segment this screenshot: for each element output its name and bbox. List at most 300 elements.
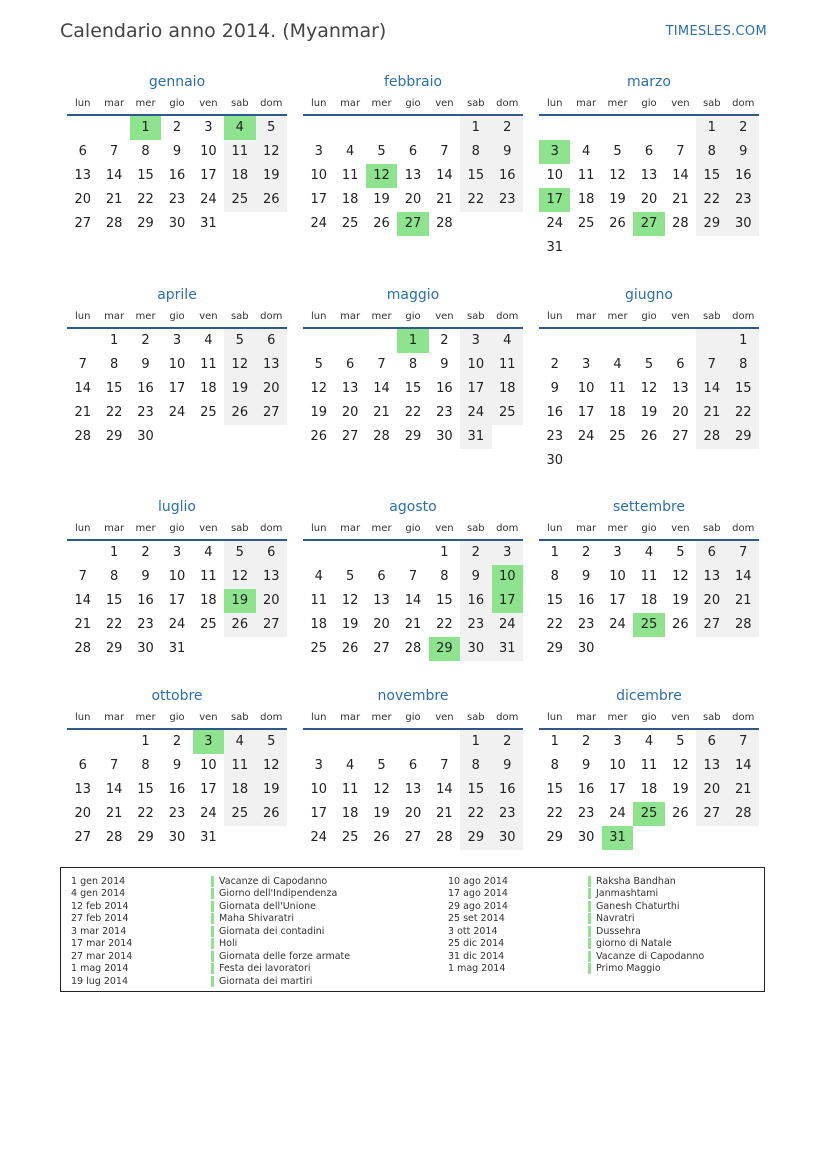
day-cell[interactable]: 27 [696, 613, 727, 637]
day-cell[interactable]: 13 [696, 565, 727, 589]
day-cell[interactable]: 19 [256, 164, 287, 188]
day-cell[interactable]: 26 [672, 806, 689, 821]
day-cell[interactable]: 11 [310, 593, 327, 608]
day-cell[interactable]: 31 [200, 216, 217, 231]
day-cell[interactable]: 13 [341, 381, 359, 396]
day-cell[interactable]: 30 [577, 830, 595, 845]
day-cell[interactable]: 30 [577, 641, 595, 656]
day-cell[interactable]: 7 [440, 758, 449, 773]
day-cell[interactable]: 22 [460, 802, 491, 826]
day-cell[interactable]: 13 [74, 782, 91, 797]
day-cell[interactable]: 10 [460, 353, 491, 377]
day-cell[interactable]: 9 [460, 565, 491, 589]
day-cell[interactable]: 5 [377, 144, 386, 159]
day-cell[interactable]: 7 [109, 758, 119, 773]
day-cell[interactable]: 6 [345, 357, 355, 372]
day-cell[interactable]: 9 [141, 357, 150, 372]
day-cell[interactable]: 28 [74, 429, 91, 444]
day-cell[interactable]: 15 [460, 778, 491, 802]
day-cell[interactable]: 8 [728, 353, 759, 377]
day-cell[interactable]: 12 [224, 565, 255, 589]
day-cell[interactable]: 14 [105, 168, 123, 183]
day-cell[interactable]: 14 [373, 381, 390, 396]
holiday-day-cell[interactable]: 19 [224, 589, 255, 613]
day-cell[interactable]: 29 [460, 826, 491, 850]
day-cell[interactable]: 2 [172, 734, 182, 749]
day-cell[interactable]: 1 [109, 545, 119, 560]
day-cell[interactable]: 6 [644, 144, 654, 159]
day-cell[interactable]: 18 [200, 593, 217, 608]
day-cell[interactable]: 17 [310, 806, 327, 821]
day-cell[interactable]: 5 [676, 734, 685, 749]
day-cell[interactable]: 21 [728, 589, 759, 613]
day-cell[interactable]: 21 [105, 806, 123, 821]
day-cell[interactable]: 24 [310, 216, 327, 231]
day-cell[interactable]: 23 [137, 405, 154, 420]
day-cell[interactable]: 2 [460, 541, 491, 565]
day-cell[interactable]: 10 [310, 782, 327, 797]
day-cell[interactable]: 9 [172, 144, 182, 159]
day-cell[interactable]: 19 [310, 405, 327, 420]
day-cell[interactable]: 3 [204, 120, 213, 135]
day-cell[interactable]: 12 [672, 758, 689, 773]
day-cell[interactable]: 30 [546, 453, 563, 468]
day-cell[interactable]: 20 [404, 192, 422, 207]
day-cell[interactable]: 24 [168, 617, 186, 632]
day-cell[interactable]: 5 [644, 357, 654, 372]
holiday-day-cell[interactable]: 25 [633, 613, 664, 637]
day-cell[interactable]: 3 [613, 734, 622, 749]
day-cell[interactable]: 14 [105, 782, 123, 797]
day-cell[interactable]: 6 [696, 541, 727, 565]
day-cell[interactable]: 15 [404, 381, 422, 396]
day-cell[interactable]: 9 [581, 758, 591, 773]
day-cell[interactable]: 5 [377, 758, 386, 773]
day-cell[interactable]: 13 [256, 565, 287, 589]
day-cell[interactable]: 26 [310, 429, 327, 444]
day-cell[interactable]: 25 [224, 802, 255, 826]
day-cell[interactable]: 28 [728, 613, 759, 637]
day-cell[interactable]: 5 [314, 357, 323, 372]
day-cell[interactable]: 23 [492, 188, 523, 212]
day-cell[interactable]: 31 [460, 425, 491, 449]
day-cell[interactable]: 22 [436, 617, 453, 632]
day-cell[interactable]: 26 [341, 641, 359, 656]
day-cell[interactable]: 15 [546, 782, 563, 797]
holiday-day-cell[interactable]: 27 [397, 212, 428, 236]
day-cell[interactable]: 11 [640, 758, 658, 773]
day-cell[interactable]: 21 [436, 806, 453, 821]
day-cell[interactable]: 14 [74, 593, 91, 608]
day-cell[interactable]: 4 [204, 333, 213, 348]
day-cell[interactable]: 20 [256, 589, 287, 613]
holiday-day-cell[interactable]: 31 [602, 826, 633, 850]
day-cell[interactable]: 7 [109, 144, 119, 159]
day-cell[interactable]: 13 [373, 593, 390, 608]
day-cell[interactable]: 13 [404, 782, 422, 797]
day-cell[interactable]: 16 [492, 164, 523, 188]
day-cell[interactable]: 13 [74, 168, 91, 183]
day-cell[interactable]: 28 [373, 429, 390, 444]
day-cell[interactable]: 28 [728, 802, 759, 826]
day-cell[interactable]: 15 [105, 381, 123, 396]
day-cell[interactable]: 30 [460, 637, 491, 661]
day-cell[interactable]: 8 [696, 140, 727, 164]
day-cell[interactable]: 10 [200, 758, 217, 773]
day-cell[interactable]: 2 [172, 120, 182, 135]
day-cell[interactable]: 5 [256, 730, 287, 754]
day-cell[interactable]: 24 [460, 401, 491, 425]
holiday-day-cell[interactable]: 25 [633, 802, 664, 826]
day-cell[interactable]: 24 [609, 617, 626, 632]
day-cell[interactable]: 18 [640, 782, 658, 797]
day-cell[interactable]: 24 [200, 806, 217, 821]
day-cell[interactable]: 5 [345, 569, 355, 584]
day-cell[interactable]: 1 [109, 333, 119, 348]
day-cell[interactable]: 1 [460, 730, 491, 754]
day-cell[interactable]: 27 [404, 830, 422, 845]
day-cell[interactable]: 5 [676, 545, 685, 560]
day-cell[interactable]: 11 [609, 381, 626, 396]
day-cell[interactable]: 6 [78, 758, 87, 773]
holiday-day-cell[interactable]: 3 [193, 730, 224, 754]
day-cell[interactable]: 18 [310, 617, 327, 632]
day-cell[interactable]: 3 [314, 758, 323, 773]
day-cell[interactable]: 10 [200, 144, 217, 159]
day-cell[interactable]: 7 [676, 144, 685, 159]
day-cell[interactable]: 21 [404, 617, 422, 632]
day-cell[interactable]: 20 [373, 617, 390, 632]
day-cell[interactable]: 27 [74, 216, 91, 231]
day-cell[interactable]: 31 [200, 830, 217, 845]
day-cell[interactable]: 20 [672, 405, 689, 420]
day-cell[interactable]: 16 [137, 593, 154, 608]
day-cell[interactable]: 8 [460, 754, 491, 778]
day-cell[interactable]: 15 [137, 168, 154, 183]
day-cell[interactable]: 23 [460, 613, 491, 637]
day-cell[interactable]: 23 [168, 192, 186, 207]
day-cell[interactable]: 26 [609, 216, 626, 231]
day-cell[interactable]: 1 [728, 329, 759, 353]
day-cell[interactable]: 23 [436, 405, 453, 420]
day-cell[interactable]: 8 [141, 144, 150, 159]
day-cell[interactable]: 22 [728, 401, 759, 425]
day-cell[interactable]: 3 [172, 545, 182, 560]
day-cell[interactable]: 12 [640, 381, 658, 396]
day-cell[interactable]: 15 [436, 593, 453, 608]
day-cell[interactable]: 21 [74, 405, 91, 420]
day-cell[interactable]: 14 [404, 593, 422, 608]
day-cell[interactable]: 27 [256, 613, 287, 637]
day-cell[interactable]: 18 [577, 192, 595, 207]
day-cell[interactable]: 7 [440, 144, 449, 159]
day-cell[interactable]: 22 [546, 617, 563, 632]
day-cell[interactable]: 3 [581, 357, 591, 372]
day-cell[interactable]: 1 [550, 545, 559, 560]
day-cell[interactable]: 17 [577, 405, 595, 420]
day-cell[interactable]: 23 [546, 429, 563, 444]
day-cell[interactable]: 28 [672, 216, 689, 231]
holiday-day-cell[interactable]: 4 [224, 116, 255, 140]
day-cell[interactable]: 28 [74, 641, 91, 656]
day-cell[interactable]: 8 [550, 569, 559, 584]
day-cell[interactable]: 20 [74, 806, 91, 821]
day-cell[interactable]: 29 [137, 830, 154, 845]
day-cell[interactable]: 6 [78, 144, 87, 159]
day-cell[interactable]: 18 [492, 377, 523, 401]
day-cell[interactable]: 21 [74, 617, 91, 632]
day-cell[interactable]: 24 [546, 216, 563, 231]
day-cell[interactable]: 15 [696, 164, 727, 188]
day-cell[interactable]: 20 [640, 192, 658, 207]
day-cell[interactable]: 1 [141, 734, 150, 749]
day-cell[interactable]: 8 [440, 569, 449, 584]
day-cell[interactable]: 14 [436, 168, 453, 183]
day-cell[interactable]: 27 [341, 429, 359, 444]
day-cell[interactable]: 21 [696, 401, 727, 425]
day-cell[interactable]: 3 [460, 329, 491, 353]
day-cell[interactable]: 1 [696, 116, 727, 140]
day-cell[interactable]: 4 [644, 734, 654, 749]
day-cell[interactable]: 25 [310, 641, 327, 656]
day-cell[interactable]: 12 [310, 381, 327, 396]
day-cell[interactable]: 30 [492, 826, 523, 850]
day-cell[interactable]: 22 [137, 192, 154, 207]
day-cell[interactable]: 12 [256, 754, 287, 778]
day-cell[interactable]: 8 [460, 140, 491, 164]
day-cell[interactable]: 2 [550, 357, 559, 372]
day-cell[interactable]: 4 [492, 329, 523, 353]
day-cell[interactable]: 8 [550, 758, 559, 773]
day-cell[interactable]: 17 [609, 782, 626, 797]
day-cell[interactable]: 17 [310, 192, 327, 207]
day-cell[interactable]: 4 [644, 545, 654, 560]
day-cell[interactable]: 28 [404, 641, 422, 656]
day-cell[interactable]: 2 [492, 730, 523, 754]
day-cell[interactable]: 2 [141, 545, 150, 560]
day-cell[interactable]: 10 [609, 758, 626, 773]
day-cell[interactable]: 12 [672, 569, 689, 584]
day-cell[interactable]: 19 [373, 806, 390, 821]
day-cell[interactable]: 12 [256, 140, 287, 164]
day-cell[interactable]: 5 [256, 116, 287, 140]
day-cell[interactable]: 21 [728, 778, 759, 802]
day-cell[interactable]: 27 [373, 641, 390, 656]
day-cell[interactable]: 12 [224, 353, 255, 377]
day-cell[interactable]: 23 [168, 806, 186, 821]
day-cell[interactable]: 7 [728, 730, 759, 754]
day-cell[interactable]: 17 [200, 168, 217, 183]
day-cell[interactable]: 6 [256, 541, 287, 565]
day-cell[interactable]: 16 [546, 405, 563, 420]
day-cell[interactable]: 23 [728, 188, 759, 212]
day-cell[interactable]: 10 [168, 357, 186, 372]
day-cell[interactable]: 10 [168, 569, 186, 584]
holiday-day-cell[interactable]: 29 [429, 637, 460, 661]
day-cell[interactable]: 11 [224, 754, 255, 778]
day-cell[interactable]: 15 [728, 377, 759, 401]
day-cell[interactable]: 11 [577, 168, 595, 183]
day-cell[interactable]: 6 [256, 329, 287, 353]
day-cell[interactable]: 9 [172, 758, 182, 773]
day-cell[interactable]: 19 [256, 778, 287, 802]
day-cell[interactable]: 17 [200, 782, 217, 797]
day-cell[interactable]: 29 [105, 429, 123, 444]
day-cell[interactable]: 2 [492, 116, 523, 140]
day-cell[interactable]: 2 [581, 545, 591, 560]
day-cell[interactable]: 12 [373, 782, 390, 797]
day-cell[interactable]: 23 [492, 802, 523, 826]
holiday-day-cell[interactable]: 1 [130, 116, 161, 140]
day-cell[interactable]: 20 [341, 405, 359, 420]
day-cell[interactable]: 29 [696, 212, 727, 236]
day-cell[interactable]: 18 [224, 164, 255, 188]
day-cell[interactable]: 22 [460, 188, 491, 212]
day-cell[interactable]: 3 [172, 333, 182, 348]
day-cell[interactable]: 14 [728, 565, 759, 589]
day-cell[interactable]: 30 [137, 641, 154, 656]
day-cell[interactable]: 25 [609, 429, 626, 444]
day-cell[interactable]: 10 [609, 569, 626, 584]
day-cell[interactable]: 4 [204, 545, 213, 560]
day-cell[interactable]: 16 [436, 381, 453, 396]
day-cell[interactable]: 24 [200, 192, 217, 207]
holiday-day-cell[interactable]: 12 [366, 164, 397, 188]
day-cell[interactable]: 30 [728, 212, 759, 236]
day-cell[interactable]: 17 [168, 593, 186, 608]
day-cell[interactable]: 2 [581, 734, 591, 749]
day-cell[interactable]: 21 [105, 192, 123, 207]
day-cell[interactable]: 16 [728, 164, 759, 188]
day-cell[interactable]: 7 [78, 357, 87, 372]
day-cell[interactable]: 22 [137, 806, 154, 821]
day-cell[interactable]: 11 [341, 168, 359, 183]
day-cell[interactable]: 8 [109, 569, 119, 584]
day-cell[interactable]: 22 [105, 617, 123, 632]
day-cell[interactable]: 17 [609, 593, 626, 608]
day-cell[interactable]: 18 [341, 192, 359, 207]
day-cell[interactable]: 28 [105, 830, 123, 845]
day-cell[interactable]: 22 [696, 188, 727, 212]
day-cell[interactable]: 20 [404, 806, 422, 821]
day-cell[interactable]: 4 [581, 144, 591, 159]
day-cell[interactable]: 11 [341, 782, 359, 797]
day-cell[interactable]: 25 [200, 405, 217, 420]
day-cell[interactable]: 19 [672, 782, 689, 797]
day-cell[interactable]: 22 [105, 405, 123, 420]
day-cell[interactable]: 26 [373, 216, 390, 231]
day-cell[interactable]: 25 [341, 216, 359, 231]
day-cell[interactable]: 18 [224, 778, 255, 802]
day-cell[interactable]: 30 [436, 429, 453, 444]
day-cell[interactable]: 13 [672, 381, 689, 396]
day-cell[interactable]: 11 [224, 140, 255, 164]
day-cell[interactable]: 6 [676, 357, 685, 372]
day-cell[interactable]: 31 [492, 637, 523, 661]
day-cell[interactable]: 24 [492, 613, 523, 637]
day-cell[interactable]: 14 [74, 381, 91, 396]
day-cell[interactable]: 24 [577, 429, 595, 444]
day-cell[interactable]: 26 [373, 830, 390, 845]
day-cell[interactable]: 16 [577, 782, 595, 797]
day-cell[interactable]: 21 [436, 192, 453, 207]
day-cell[interactable]: 28 [436, 830, 453, 845]
day-cell[interactable]: 16 [168, 782, 186, 797]
day-cell[interactable]: 8 [408, 357, 418, 372]
day-cell[interactable]: 26 [224, 613, 255, 637]
day-cell[interactable]: 5 [613, 144, 622, 159]
day-cell[interactable]: 14 [728, 754, 759, 778]
day-cell[interactable]: 18 [200, 381, 217, 396]
day-cell[interactable]: 9 [728, 140, 759, 164]
day-cell[interactable]: 26 [256, 802, 287, 826]
day-cell[interactable]: 6 [408, 144, 418, 159]
holiday-day-cell[interactable]: 10 [492, 565, 523, 589]
day-cell[interactable]: 26 [224, 401, 255, 425]
day-cell[interactable]: 24 [168, 405, 186, 420]
day-cell[interactable]: 4 [314, 569, 323, 584]
day-cell[interactable]: 11 [200, 569, 217, 584]
day-cell[interactable]: 12 [341, 593, 359, 608]
day-cell[interactable]: 18 [640, 593, 658, 608]
day-cell[interactable]: 7 [696, 353, 727, 377]
day-cell[interactable]: 14 [696, 377, 727, 401]
day-cell[interactable]: 25 [341, 830, 359, 845]
day-cell[interactable]: 15 [546, 593, 563, 608]
day-cell[interactable]: 30 [168, 830, 186, 845]
day-cell[interactable]: 19 [672, 593, 689, 608]
day-cell[interactable]: 22 [404, 405, 422, 420]
day-cell[interactable]: 19 [609, 192, 626, 207]
day-cell[interactable]: 8 [109, 357, 119, 372]
day-cell[interactable]: 10 [310, 168, 327, 183]
day-cell[interactable]: 4 [224, 730, 255, 754]
day-cell[interactable]: 4 [345, 144, 355, 159]
day-cell[interactable]: 10 [577, 381, 595, 396]
day-cell[interactable]: 18 [609, 405, 626, 420]
day-cell[interactable]: 19 [373, 192, 390, 207]
day-cell[interactable]: 19 [640, 405, 658, 420]
day-cell[interactable]: 24 [609, 806, 626, 821]
day-cell[interactable]: 11 [492, 353, 523, 377]
holiday-day-cell[interactable]: 1 [397, 329, 428, 353]
holiday-day-cell[interactable]: 27 [633, 212, 664, 236]
day-cell[interactable]: 3 [314, 144, 323, 159]
day-cell[interactable]: 16 [168, 168, 186, 183]
day-cell[interactable]: 27 [74, 830, 91, 845]
day-cell[interactable]: 17 [168, 381, 186, 396]
day-cell[interactable]: 27 [672, 429, 689, 444]
day-cell[interactable]: 29 [546, 830, 563, 845]
day-cell[interactable]: 6 [377, 569, 386, 584]
day-cell[interactable]: 29 [546, 641, 563, 656]
day-cell[interactable]: 14 [436, 782, 453, 797]
day-cell[interactable]: 28 [105, 216, 123, 231]
day-cell[interactable]: 25 [492, 401, 523, 425]
holiday-day-cell[interactable]: 17 [492, 589, 523, 613]
day-cell[interactable]: 26 [640, 429, 658, 444]
day-cell[interactable]: 16 [460, 589, 491, 613]
day-cell[interactable]: 27 [256, 401, 287, 425]
holiday-day-cell[interactable]: 17 [539, 188, 570, 212]
day-cell[interactable]: 9 [141, 569, 150, 584]
day-cell[interactable]: 19 [341, 617, 359, 632]
day-cell[interactable]: 26 [672, 617, 689, 632]
day-cell[interactable]: 1 [460, 116, 491, 140]
day-cell[interactable]: 25 [224, 188, 255, 212]
day-cell[interactable]: 28 [696, 425, 727, 449]
day-cell[interactable]: 21 [672, 192, 689, 207]
